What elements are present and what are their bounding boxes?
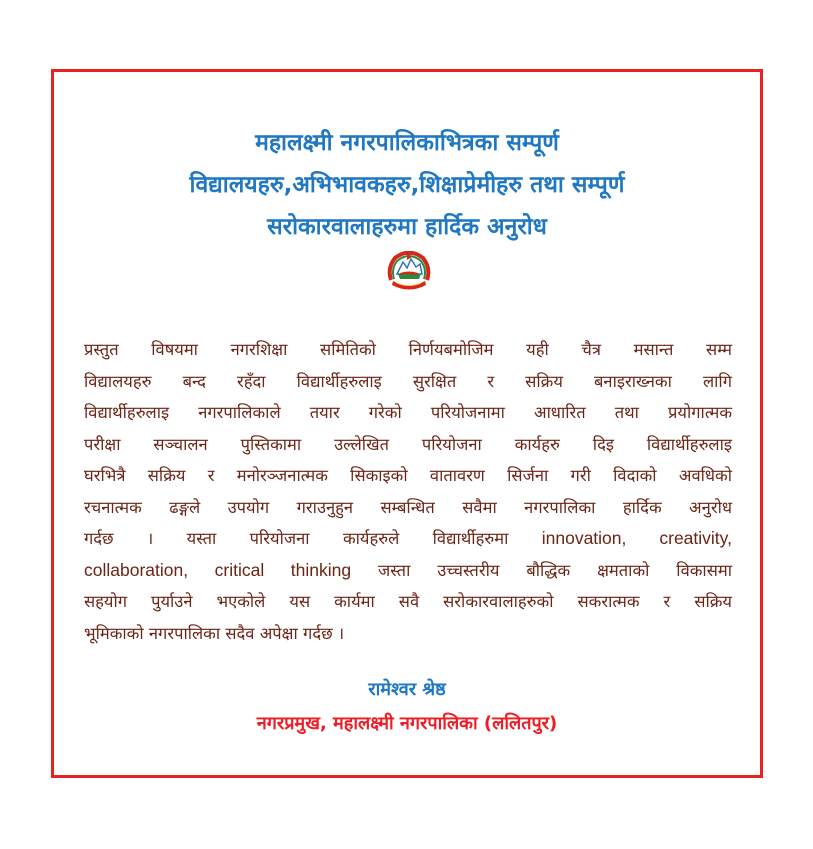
body-line-8 <box>84 555 732 587</box>
body-line-4: परीक्षा सञ्चालन पुस्तिकामा उल्लेखित परियोजना कार्यहरु दिइ विद्यार्थीहरुलाइ <box>84 434 732 454</box>
body-line-8-devanagari: जस्ता उच्चस्तरीय बौद्धिक क्षमताको विकासमा <box>378 560 732 580</box>
notice-title-line-2: विद्यालयहरु,अभिभावकहरु,शिक्षाप्रेमीहरु तथा सम्पूर्ण <box>189 172 625 198</box>
notice-body <box>84 334 732 649</box>
signatory-designation: नगरप्रमुख, महालक्ष्मी नगरपालिका (ललितपुर) <box>256 713 558 734</box>
body-line-3: विद्यार्थीहरुलाइ नगरपालिकाले तयार गरेको परियोजनामा आधारित तथा प्रयोगात्मक <box>84 403 732 422</box>
body-line-10: भूमिकाको नगरपालिका सदैव अपेक्षा गर्दछ । <box>84 623 345 643</box>
body-line-2: विद्यालयहरु बन्द रहँदा विद्यार्थीहरुलाइ सुरक्षित र सक्रिय बनाइराख्नका लागि <box>84 371 732 391</box>
notice-title-line-3: सरोकारवालाहरुमा हार्दिक अनुरोध <box>267 214 547 240</box>
notice-title-line-1: महालक्ष्मी नगरपालिकाभित्रका सम्पूर्ण <box>255 130 559 156</box>
body-line-7-latin: innovation, creativity, <box>541 528 732 548</box>
body-line-6: रचनात्मक ढङ्गले उपयोग गराउनुहुन सम्बन्धित सवैमा नगरपालिका हार्दिक अनुरोध <box>84 497 732 517</box>
body-line-7-devanagari: गर्दछ । यस्ता परियोजना कार्यहरुले विद्यार्थीहरुमा <box>84 529 509 548</box>
body-line-1: प्रस्तुत विषयमा नगरशिक्षा समितिको निर्णयबमोजिम यही चैत्र मसान्त सम्म <box>84 340 732 359</box>
body-line-9: सहयोग पुर्याउने भएकोले यस कार्यमा सवै सरोकारवालाहरुको सकरात्मक र सक्रिय <box>84 592 732 611</box>
notice-frame <box>51 69 763 778</box>
signatory-name: रामेश्वर श्रेष्ठ <box>368 679 446 700</box>
nepal-government-emblem-icon <box>385 250 433 292</box>
body-line-8-latin: collaboration, critical thinking <box>84 559 352 580</box>
body-line-7 <box>84 523 732 555</box>
body-line-5: घरभित्रै सक्रिय र मनोरञ्जनात्मक सिकाइको वातावरण सिर्जना गरी विदाको अवधिको <box>84 466 732 485</box>
